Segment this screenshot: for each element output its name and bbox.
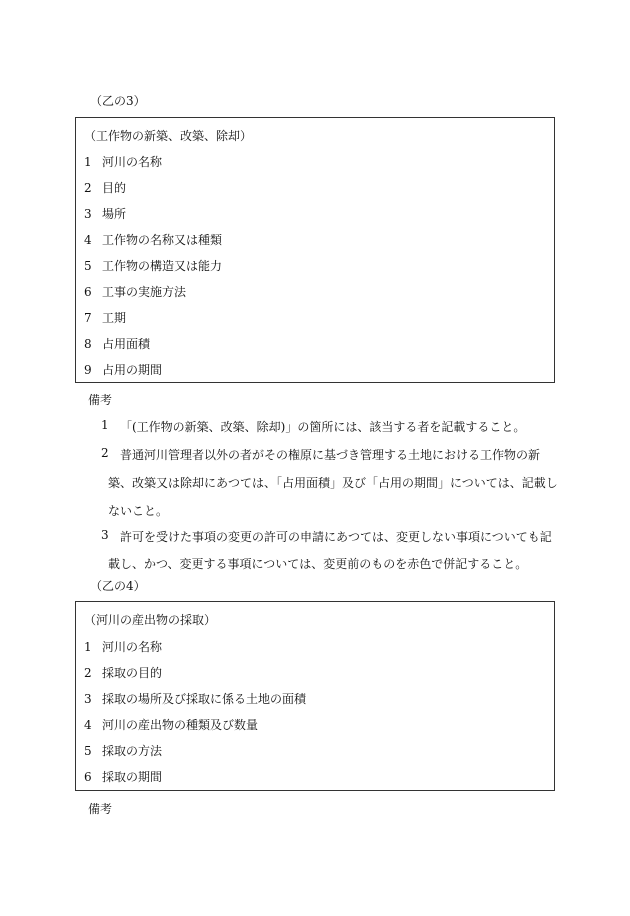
section-label-otsu3: （乙の3） xyxy=(90,94,146,108)
remarks-title: 備考 xyxy=(88,393,113,407)
list-item: 7 工期 xyxy=(84,311,127,325)
note-line: 許可を受けた事項の変更の許可の申請にあつては、変更しない事項についても記 xyxy=(120,530,552,544)
box-heading: （河川の産出物の採取） xyxy=(84,613,217,627)
list-item: 5 採取の方法 xyxy=(84,744,163,758)
list-item: 6 採取の期間 xyxy=(84,770,163,784)
remarks-title: 備考 xyxy=(88,802,113,816)
list-item: 2 目的 xyxy=(84,181,127,195)
note-line: ないこと。 xyxy=(108,504,169,518)
list-item: 4 河川の産出物の種類及び数量 xyxy=(84,718,259,732)
list-item: 6 工事の実施方法 xyxy=(84,285,187,299)
note-line: 普通河川管理者以外の者がその権原に基づき管理する土地における工作物の新 xyxy=(120,448,541,462)
box-heading: （工作物の新築、改築、除却） xyxy=(84,129,253,143)
form-box-otsu3 xyxy=(75,117,555,383)
list-item: 3 場所 xyxy=(84,207,127,221)
list-item: 9 占用の期間 xyxy=(84,363,163,377)
note-number: 2 xyxy=(101,446,109,460)
note-number: 1 xyxy=(101,418,109,432)
form-box-otsu4 xyxy=(75,601,555,791)
list-item: 8 占用面積 xyxy=(84,337,151,351)
list-item: 2 採取の目的 xyxy=(84,666,163,680)
list-item: 1 河川の名称 xyxy=(84,640,163,654)
list-item: 5 工作物の構造又は能力 xyxy=(84,259,223,273)
note-number: 3 xyxy=(101,528,109,542)
note-line: 載し、かつ、変更する事項については、変更前のものを赤色で併記すること。 xyxy=(108,557,528,571)
section-label-otsu4: （乙の4） xyxy=(90,579,146,593)
list-item: 3 採取の場所及び採取に係る土地の面積 xyxy=(84,692,307,706)
list-item: 4 工作物の名称又は種類 xyxy=(84,233,223,247)
note-line: 築、改築又は除却にあつては、「占用面積」及び「占用の期間」については、記載し xyxy=(108,476,558,490)
list-item: 1 河川の名称 xyxy=(84,155,163,169)
note-line: 「(工作物の新築、改築、除却)」の箇所には、該当する者を記載すること。 xyxy=(120,420,526,434)
